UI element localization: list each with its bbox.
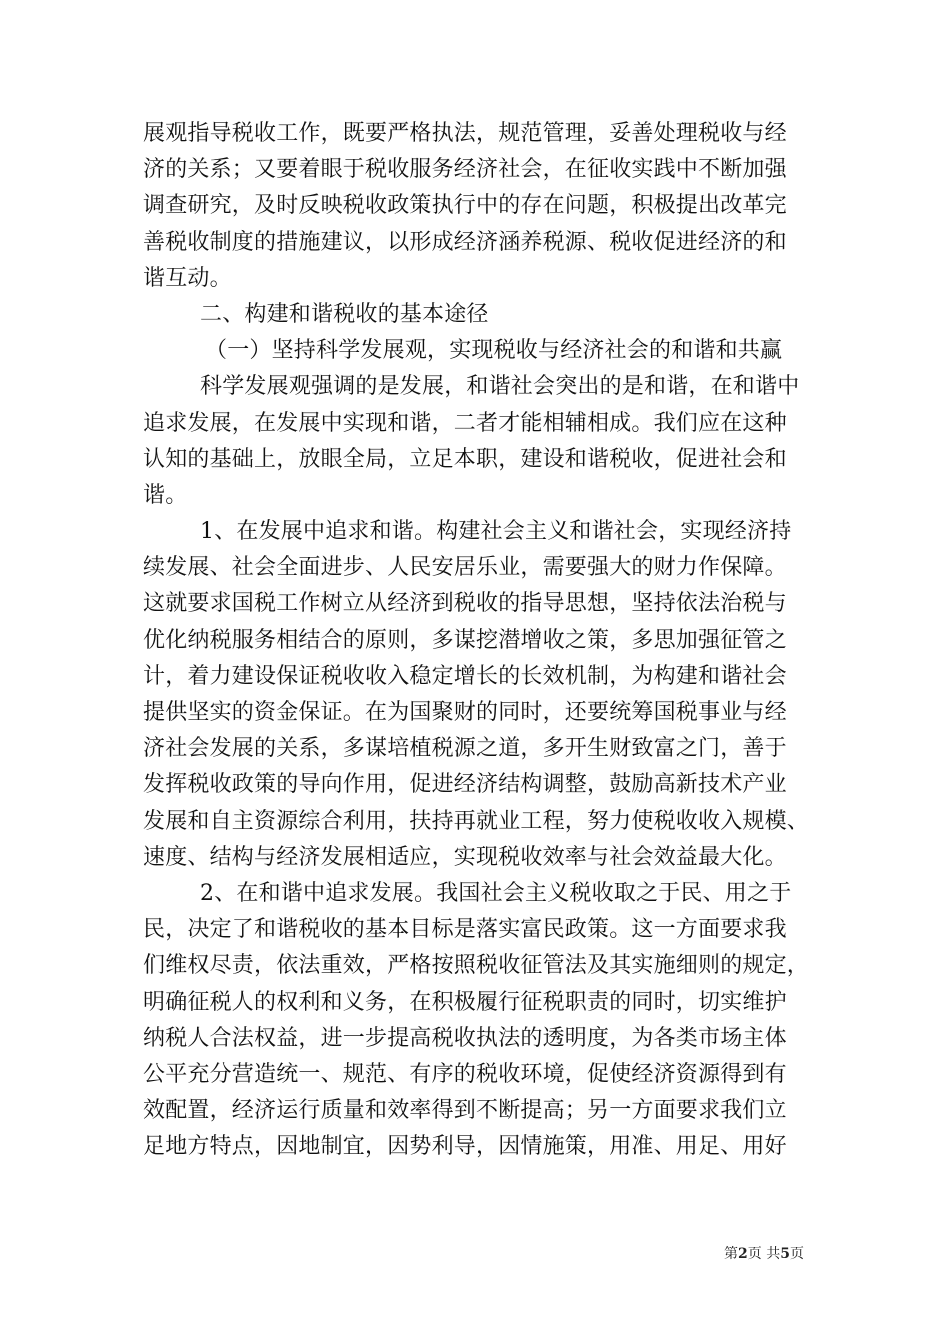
paragraph-line: 这就要求国税工作树立从经济到税收的指导思想，坚持依法治税与 [143, 591, 787, 617]
paragraph-line: 民，决定了和谐税收的基本目标是落实富民政策。这一方面要求我 [143, 917, 787, 943]
paragraph-line: 展观指导税收工作，既要严格执法，规范管理，妥善处理税收与经 [143, 121, 787, 146]
paragraph-line: 们维权尽责，依法重效，严格按照税收征管法及其实施细则的规定， [143, 953, 810, 979]
paragraph-line: 济的关系；又要着眼于税收服务经济社会，在征收实践中不断加强 [143, 157, 787, 183]
document-body [143, 116, 815, 1165]
paragraph-line: 优化纳税服务相结合的原则，多谋挖潜增收之策，多思加强征管之 [143, 627, 787, 653]
paragraph-line: 谐。 [143, 482, 188, 508]
paragraph-line: 发展和自主资源综合利用，扶持再就业工程，努力使税收收入规模、 [143, 808, 810, 834]
current-page-number: 2 [738, 1246, 748, 1262]
paragraph-line: 2、在和谐中追求发展。我国社会主义税收取之于民、用之于 [200, 880, 792, 906]
paragraph-line: 善税收制度的措施建议，以形成经济涵养税源、税收促进经济的和 [143, 229, 787, 255]
paragraph-line: 公平充分营造统一、规范、有序的税收环境，促使经济资源得到有 [143, 1061, 787, 1087]
paragraph-line: 纳税人合法权益，进一步提高税收执法的透明度，为各类市场主体 [143, 1025, 787, 1051]
paragraph-line: 提供坚实的资金保证。在为国聚财的同时，还要统筹国税事业与经 [143, 700, 787, 725]
paragraph-line: 济社会发展的关系，多谋培植税源之道，多开生财致富之门，善于 [143, 736, 787, 762]
paragraph-line: 调查研究，及时反映税收政策执行中的存在问题，积极提出改革完 [143, 193, 787, 219]
paragraph-line: 追求发展，在发展中实现和谐，二者才能相辅相成。我们应在这种 [143, 410, 787, 436]
subsection-heading: （一）坚持科学发展观，实现税收与经济社会的和谐和共赢 [205, 338, 783, 364]
paragraph-line: 速度、结构与经济发展相适应，实现税收效率与社会效益最大化。 [143, 844, 787, 870]
paragraph-line: 谐互动。 [143, 265, 232, 291]
footer-prefix: 第 [724, 1246, 739, 1262]
paragraph-line: 1、在发展中追求和谐。构建社会主义和谐社会，实现经济持 [200, 519, 792, 545]
section-heading: 二、构建和谐税收的基本途径 [200, 301, 489, 327]
total-page-count: 5 [780, 1246, 790, 1262]
paragraph-line: 发挥税收政策的导向作用，促进经济结构调整，鼓励高新技术产业 [143, 772, 787, 798]
footer-middle: 页 共 [747, 1246, 781, 1262]
paragraph-line: 计，着力建设保证税收收入稳定增长的长效机制，为构建和谐社会 [143, 663, 787, 689]
paragraph-line: 续发展、社会全面进步、人民安居乐业，需要强大的财力作保障。 [143, 555, 787, 581]
paragraph-line: 明确征税人的权利和义务，在积极履行征税职责的同时，切实维护 [143, 989, 787, 1015]
paragraph-line: 足地方特点，因地制宜，因势利导，因情施策，用准、用足、用好 [143, 1134, 787, 1160]
paragraph-line: 效配置，经济运行质量和效率得到不断提高；另一方面要求我们立 [143, 1098, 787, 1124]
paragraph-line: 认知的基础上，放眼全局，立足本职，建设和谐税收，促进社会和 [143, 446, 787, 472]
page-footer [724, 1245, 804, 1263]
footer-suffix: 页 [790, 1246, 804, 1262]
paragraph-line: 科学发展观强调的是发展，和谐社会突出的是和谐，在和谐中 [200, 374, 800, 400]
